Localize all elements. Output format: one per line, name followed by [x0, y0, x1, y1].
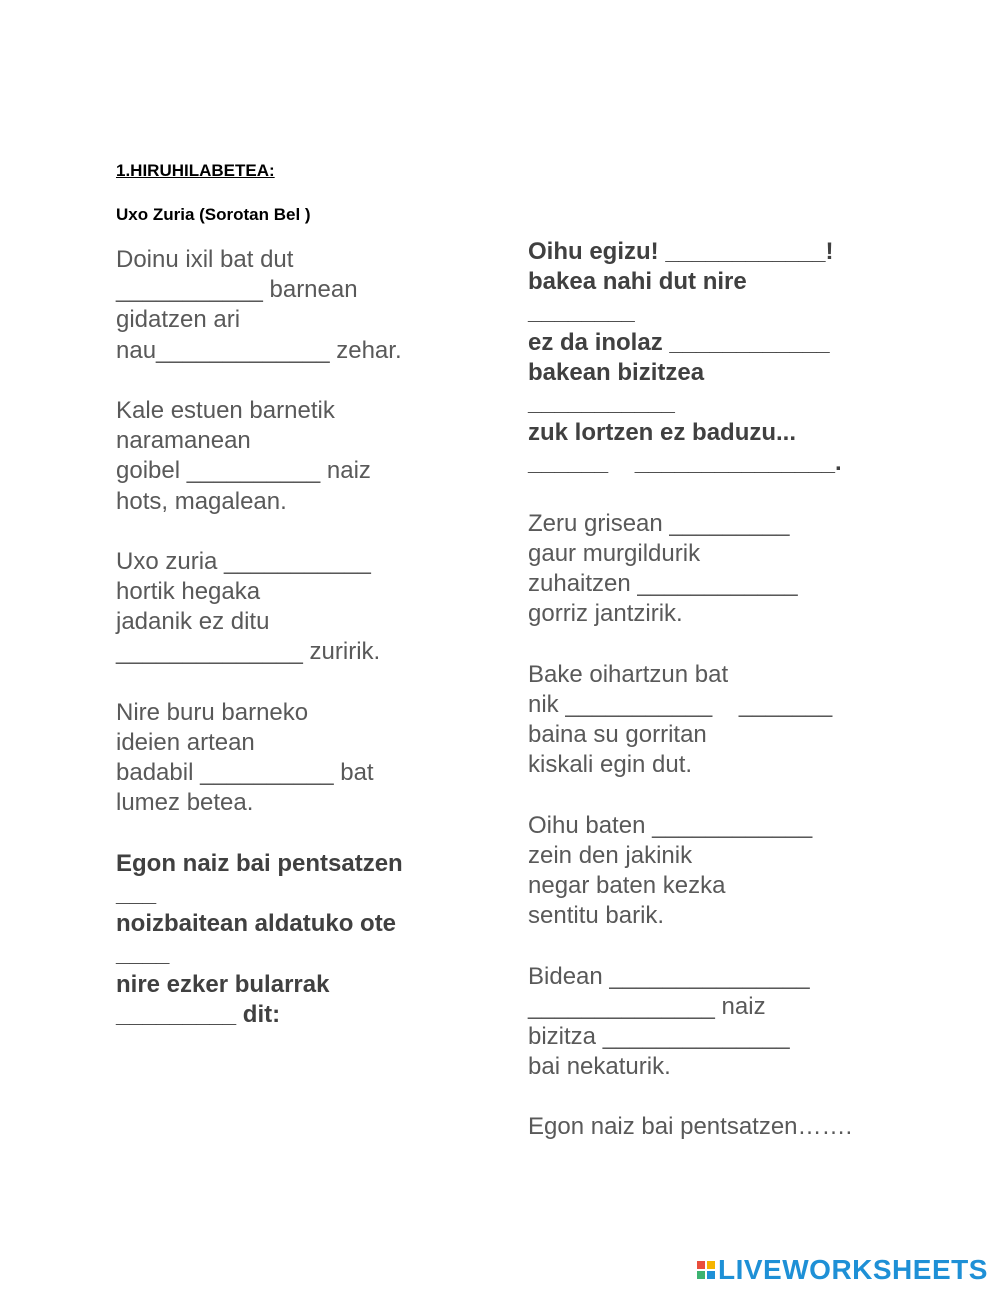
lyric-line: nik ___________ _______: [528, 690, 833, 718]
lyric-line: naramanean: [116, 427, 251, 455]
lyric-line: bakea nahi dut nire: [528, 268, 747, 296]
stanza-gap: [116, 668, 486, 698]
lyric-line: gorriz jantzirik.: [528, 600, 683, 628]
lyric-line: ______ _______________.: [528, 449, 842, 477]
liveworksheets-logo: [697, 1254, 988, 1286]
lyric-line: noizbaitean aldatuko ote: [116, 910, 397, 938]
lyric-line: zein den jakinik: [528, 841, 693, 869]
lyric-line: lumez betea.: [116, 789, 254, 817]
logo-text: LIVEWORKSHEETS: [718, 1254, 988, 1285]
lyric-line: Egon naiz bai pentsatzen: [116, 849, 403, 877]
lyric-line: ________: [528, 298, 635, 326]
stanza-gap: [116, 517, 486, 547]
lyric-line: ideien artean: [116, 729, 255, 756]
lyric-line: jadanik ez ditu: [116, 608, 270, 636]
lyric-line: bakean bizitzea: [528, 358, 705, 386]
logo-blocks-icon: [697, 1261, 715, 1279]
stanza-gap: [528, 629, 948, 659]
logo-block: [697, 1271, 705, 1279]
lyric-line: Kale estuen barnetik: [116, 396, 335, 424]
lyric-line: zuhaitzen ____________: [528, 570, 798, 598]
lyric-line: badabil __________ bat: [116, 759, 374, 787]
lyric-line: hortik hegaka: [116, 578, 261, 606]
worksheet-heading: 1.HIRUHILABETEA:: [116, 161, 275, 180]
lyric-line: ___: [116, 879, 157, 907]
lyric-line: Egon naiz bai pentsatzen…….: [528, 1113, 853, 1141]
lyric-line: ez da inolaz ____________: [528, 328, 830, 356]
lyric-line: nire ezker bularrak: [116, 970, 330, 998]
stanza-gap: [116, 366, 486, 396]
lyric-line: Uxo zuria ___________: [116, 547, 371, 575]
lyric-line: Oihu egizu! ____________!: [528, 238, 834, 265]
lyric-line: gidatzen ari: [116, 306, 241, 334]
lyric-line: _________ dit:: [116, 1000, 281, 1028]
lyrics-left-column: [116, 245, 486, 1030]
logo-block: [707, 1271, 715, 1279]
lyric-line: ___________: [528, 388, 675, 416]
lyric-line: ______________ zuririk.: [116, 638, 381, 666]
lyric-line: bai nekaturik.: [528, 1053, 671, 1081]
stanza-gap: [528, 479, 948, 509]
logo-block: [697, 1261, 705, 1269]
lyric-line: gaur murgildurik: [528, 539, 701, 567]
lyric-line: Zeru grisean _________: [528, 509, 790, 537]
lyric-line: Bidean _______________: [528, 962, 810, 990]
lyrics-right-column: [528, 237, 948, 1143]
lyric-line: ______________ naiz: [528, 992, 766, 1020]
lyric-line: goibel __________ naiz: [116, 457, 371, 485]
lyric-line: Doinu ixil bat dut: [116, 246, 294, 273]
lyric-line: baina su gorritan: [528, 721, 707, 748]
lyric-line: zuk lortzen ez baduzu...: [528, 419, 797, 447]
lyric-line: kiskali egin dut.: [528, 751, 693, 779]
lyric-line: bizitza ______________: [528, 1022, 790, 1050]
stanza-gap: [528, 1082, 948, 1112]
lyric-line: nau_____________ zehar.: [116, 336, 402, 364]
song-title: Uxo Zuria (Sorotan Bel ): [116, 205, 311, 224]
lyric-line: Bake oihartzun bat: [528, 660, 729, 688]
lyric-line: ___________ barnean: [116, 276, 358, 304]
lyric-line: hots, magalean.: [116, 487, 287, 515]
logo-block: [707, 1261, 715, 1269]
stanza-gap: [528, 780, 948, 810]
lyric-line: Nire buru barneko: [116, 698, 309, 726]
stanza-gap: [116, 819, 486, 849]
lyric-line: sentitu barik.: [528, 902, 665, 930]
lyric-line: negar baten kezka: [528, 871, 726, 899]
stanza-gap: [528, 931, 948, 961]
lyric-line: Oihu baten ____________: [528, 811, 813, 839]
lyric-line: ____: [116, 940, 170, 968]
